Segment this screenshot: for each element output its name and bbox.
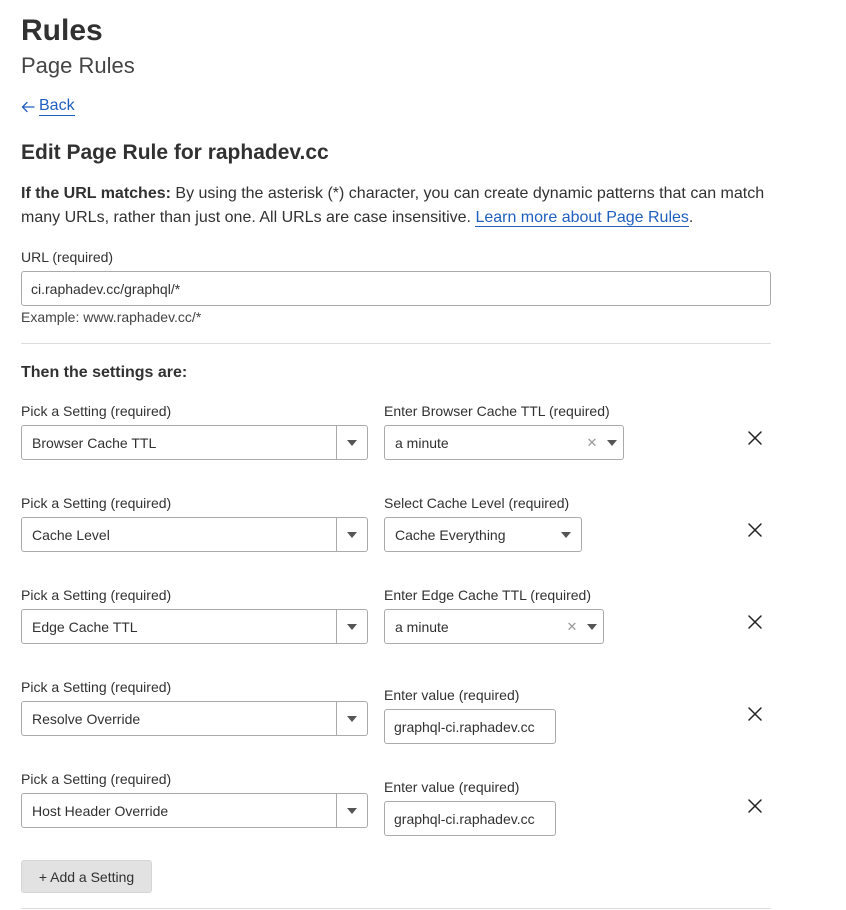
resolve-override-input[interactable]	[384, 709, 556, 744]
caret-down-icon	[336, 610, 367, 643]
caret-down-icon	[551, 532, 581, 538]
setting-picker-label: Pick a Setting (required)	[21, 587, 172, 603]
remove-setting-button[interactable]	[745, 612, 765, 632]
url-input[interactable]	[21, 271, 771, 306]
back-link[interactable]	[21, 97, 75, 116]
remove-setting-button[interactable]	[745, 704, 765, 724]
intro-text: By using the asterisk (*) character, you can create dynamic patterns that can match many URLs, rather than just one. All URLs are case insensitive.	[21, 185, 765, 226]
setting-picker-label: Pick a Setting (required)	[21, 403, 172, 419]
cache-level-select[interactable]	[384, 517, 582, 552]
setting-picker-value: Host Header Override	[32, 802, 169, 819]
clear-icon[interactable]: ✕	[566, 618, 578, 634]
setting-picker-label: Pick a Setting (required)	[21, 679, 172, 695]
caret-down-icon	[601, 440, 623, 446]
close-icon	[748, 799, 762, 813]
setting-picker-label: Pick a Setting (required)	[21, 771, 172, 787]
caret-down-icon	[581, 624, 603, 630]
add-setting-button[interactable]: + Add a Setting	[21, 860, 152, 893]
caret-down-icon	[336, 702, 367, 735]
close-icon	[748, 523, 762, 537]
page-subtitle: Page Rules	[21, 53, 135, 78]
browser-cache-ttl-value: a minute	[395, 434, 449, 451]
setting-value-label: Enter value (required)	[384, 687, 520, 703]
setting-picker-label: Pick a Setting (required)	[21, 495, 172, 511]
page-title: Rules	[21, 14, 103, 47]
settings-heading: Then the settings are:	[21, 364, 188, 381]
cache-level-value: Cache Everything	[395, 526, 506, 543]
setting-picker-select[interactable]	[21, 425, 368, 460]
setting-picker-value: Edge Cache TTL	[32, 618, 138, 635]
setting-value-label: Enter value (required)	[384, 779, 520, 795]
intro-bold: If the URL matches:	[21, 185, 171, 202]
setting-value-label: Enter Browser Cache TTL (required)	[384, 403, 610, 419]
divider	[21, 343, 771, 344]
close-icon	[748, 431, 762, 445]
setting-picker-value: Browser Cache TTL	[32, 434, 157, 451]
setting-value-label: Enter Edge Cache TTL (required)	[384, 587, 591, 603]
url-field-label: URL (required)	[21, 249, 114, 265]
setting-picker-value: Cache Level	[32, 526, 110, 543]
setting-value-label: Select Cache Level (required)	[384, 495, 570, 511]
intro-end: .	[688, 209, 694, 226]
host-header-override-input[interactable]	[384, 801, 556, 836]
back-link-label: Back	[39, 97, 75, 114]
form-heading: Edit Page Rule for raphadev.cc	[21, 141, 329, 164]
browser-cache-ttl-select[interactable]	[384, 425, 624, 460]
setting-picker-value: Resolve Override	[32, 710, 141, 727]
clear-icon[interactable]: ✕	[586, 434, 598, 450]
edge-cache-ttl-select[interactable]	[384, 609, 604, 644]
divider	[21, 908, 771, 909]
close-icon	[748, 615, 762, 629]
setting-picker-select[interactable]	[21, 609, 368, 644]
edge-cache-ttl-value: a minute	[395, 618, 449, 635]
caret-down-icon	[336, 794, 367, 827]
setting-picker-select[interactable]	[21, 793, 368, 828]
arrow-left-icon	[21, 100, 35, 114]
setting-picker-select[interactable]	[21, 517, 368, 552]
remove-setting-button[interactable]	[745, 796, 765, 816]
caret-down-icon	[336, 518, 367, 551]
setting-picker-select[interactable]	[21, 701, 368, 736]
close-icon	[748, 707, 762, 721]
remove-setting-button[interactable]	[745, 520, 765, 540]
remove-setting-button[interactable]	[745, 428, 765, 448]
caret-down-icon	[336, 426, 367, 459]
url-match-description	[21, 182, 781, 230]
url-example-hint: Example: www.raphadev.cc/*	[21, 309, 202, 325]
learn-more-link[interactable]: Learn more about Page Rules	[475, 209, 689, 226]
